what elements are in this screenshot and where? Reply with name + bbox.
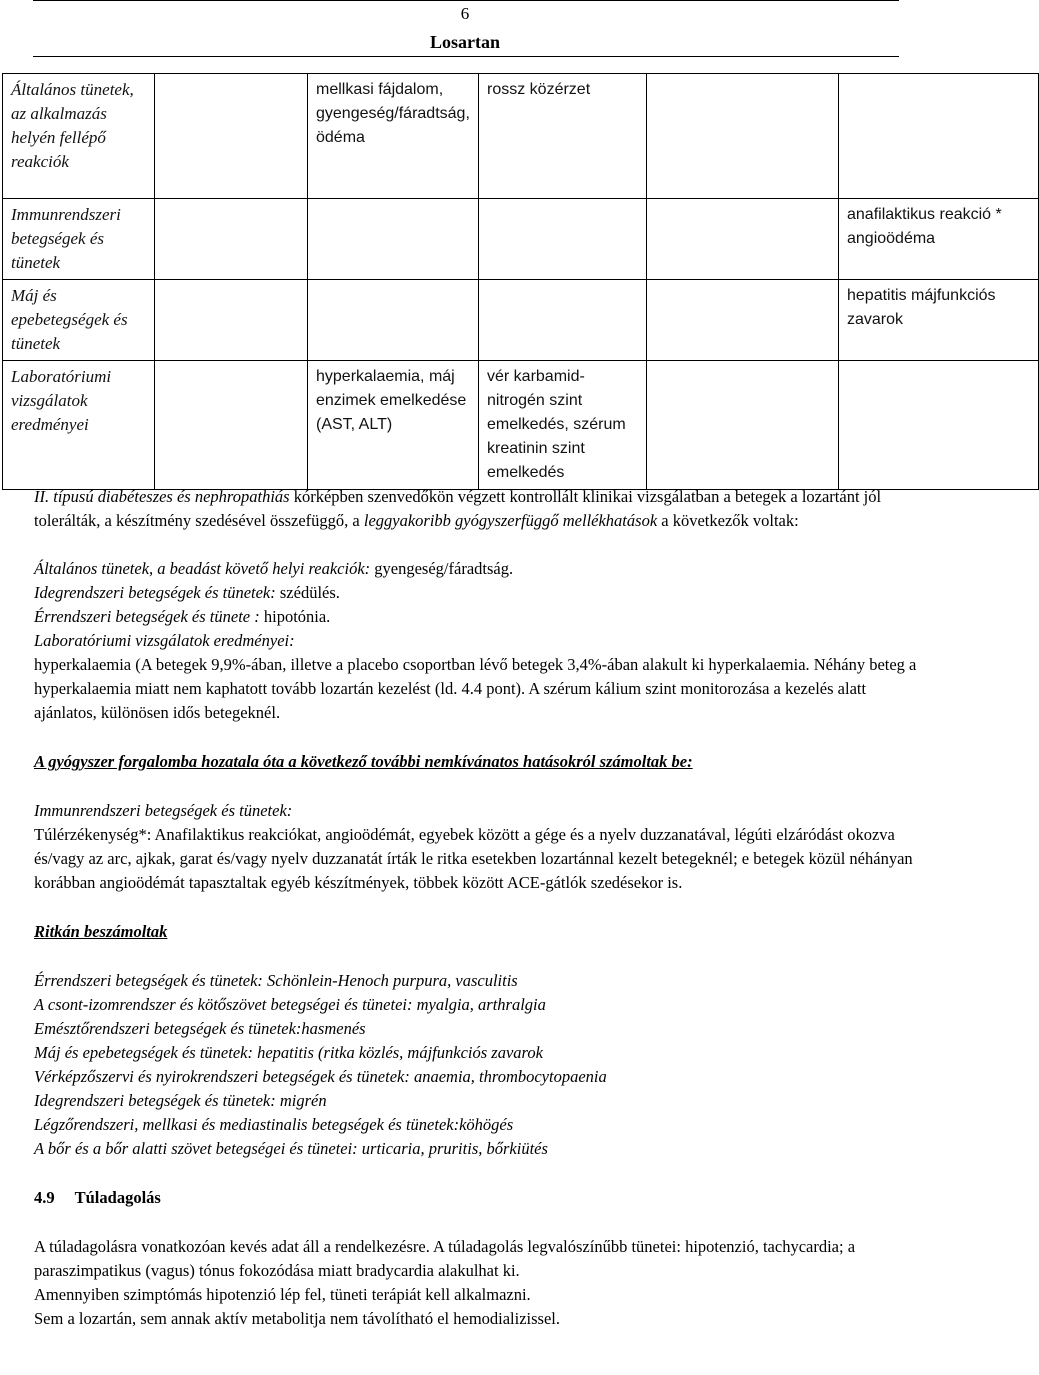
post-marketing-heading: A gyógyszer forgalomba hozatala óta a következő további nemkívánatos hatásokról számoltak be: [34, 752, 693, 771]
intro-text-1: kórképben szenvedőkön végzett kontrollált klinikai vizsgálatban a betegek a lozartánt jól tolerálták, a készítmény szedésével összefüggő, a [34, 487, 882, 530]
table-row [3, 361, 1039, 490]
section-heading-overdose [34, 1186, 929, 1210]
effect-label: Laboratóriumi vizsgálatok eredményei: [34, 631, 295, 650]
table-cell [155, 361, 308, 490]
table-cell [155, 280, 308, 361]
effect-label: Általános tünetek, a beadást követő helyi reakciók: [34, 559, 371, 578]
table-cell: hepatitis májfunkciós zavarok [839, 280, 1039, 361]
effect-label: Érrendszeri betegségek és tünete : [34, 607, 260, 626]
effect-value: gyengeség/fáradtság. [370, 559, 514, 578]
effect-label: Idegrendszeri betegségek és tünetek: [34, 583, 276, 602]
header-top-rule [33, 0, 899, 1]
overdose-paragraph: Sem a lozartán, sem annak aktív metabolitja nem távolítható el hemodializissel. [34, 1309, 561, 1328]
rare-item: Légzőrendszeri, mellkasi és mediastinalis betegségek és tünetek:köhögés [34, 1115, 514, 1134]
effect-line [34, 629, 929, 653]
table-cell: mellkasi fájdalom, gyengeség/fáradtság, ödéma [308, 74, 479, 199]
lab-paragraph: hyperkalaemia (A betegek 9,9%-ában, illetve a placebo csoportban lévő betegek 3,4%-ában alakult ki hyperkalaemia. Néhány beteg a hyperkalaemia miatt nem kaphatott tovább lozartán kezelést (ld. 4.4 pont). A szérum kálium szint monitorozása a kezelés alatt ajánlatos, különösen idős betegeknél. [34, 655, 917, 722]
row-label: Immunrendszeri betegségek és tünetek [3, 199, 155, 280]
row-label: Általános tünetek, az alkalmazás helyén fellépő reakciók [3, 74, 155, 199]
table-row [3, 199, 1039, 280]
table-cell: vér karbamid-nitrogén szint emelkedés, szérum kreatinin szint emelkedés [479, 361, 647, 490]
table-cell [839, 361, 1039, 490]
rare-item: Érrendszeri betegségek és tünetek: Schönlein-Henoch purpura, vasculitis [34, 971, 518, 990]
header-bottom-rule [33, 56, 899, 57]
rare-heading: Ritkán beszámoltak [34, 922, 168, 941]
page-number: 6 [460, 4, 470, 23]
adverse-reactions-table [2, 73, 1039, 490]
rare-item: Emésztőrendszeri betegségek és tünetek:hasmenés [34, 1019, 366, 1038]
immune-paragraph: Túlérzékenység*: Anafilaktikus reakciókat, angioödémát, egyebek között a gége és a nyelv duzzanatával, légúti elzáródást okozva és/vagy az arc, ajkak, garat és/vagy nyelv duzzanatát írták le ritka esetekben lozartánnal kezelt betegeknél; e betegek közül néhányan korábban angioödémát tapasztaltak egyéb készítmények, többek között ACE-gátlók szedésekor is. [34, 825, 913, 892]
table-cell: hyperkalaemia, máj enzimek emelkedése (AST, ALT) [308, 361, 479, 490]
effect-line [34, 605, 929, 629]
table-row [3, 280, 1039, 361]
table-cell: anafilaktikus reakció * angioödéma [839, 199, 1039, 280]
effect-line [34, 581, 929, 605]
document-body [34, 485, 929, 1331]
rare-item: Máj és epebetegségek és tünetek: hepatitis (ritka közlés, májfunkciós zavarok [34, 1043, 543, 1062]
table-cell [308, 280, 479, 361]
rare-item: Vérképzőszervi és nyirokrendszeri betegségek és tünetek: anaemia, thrombocytopaenia [34, 1067, 607, 1086]
table-cell [647, 74, 839, 199]
intro-italic-mid: leggyakoribb gyógyszerfüggő mellékhatások [363, 511, 658, 530]
rare-item: A bőr és a bőr alatti szövet betegségei és tünetei: urticaria, pruritis, bőrkiütés [34, 1139, 548, 1158]
table-cell [155, 199, 308, 280]
section-title: Túladagolás [74, 1188, 161, 1207]
intro-italic-start: II. típusú diabéteszes és nephropathiás [34, 487, 290, 506]
overdose-paragraph: A túladagolásra vonatkozóan kevés adat áll a rendelkezésre. A túladagolás legvalószínűbb tünetei: hipotenzió, tachycardia; a paraszimpatikus (vagus) tónus fokozódása miatt bradycardia alakulhat ki. [34, 1237, 856, 1280]
intro-text-2: a következők voltak: [657, 511, 799, 530]
rare-item: Idegrendszeri betegségek és tünetek: migrén [34, 1091, 327, 1110]
effect-value: szédülés. [275, 583, 340, 602]
table-cell [839, 74, 1039, 199]
table-cell [647, 280, 839, 361]
table-cell [647, 199, 839, 280]
overdose-paragraph: Amennyiben szimptómás hipotenzió lép fel, tüneti terápiát kell alkalmazni. [34, 1285, 531, 1304]
immune-label: Immunrendszeri betegségek és tünetek: [34, 801, 293, 820]
effect-line [34, 557, 929, 581]
table-cell [479, 199, 647, 280]
table-cell [155, 74, 308, 199]
table-cell: rossz közérzet [479, 74, 647, 199]
table-row [3, 74, 1039, 199]
table-cell [479, 280, 647, 361]
effect-value: hipotónia. [259, 607, 331, 626]
table-cell [647, 361, 839, 490]
document-title: Losartan [429, 32, 500, 52]
row-label: Máj és epebetegségek és tünetek [3, 280, 155, 361]
rare-item: A csont-izomrendszer és kötőszövet betegségei és tünetei: myalgia, arthralgia [34, 995, 546, 1014]
section-number: 4.9 [34, 1188, 55, 1207]
table-cell [308, 199, 479, 280]
intro-paragraph [34, 485, 929, 533]
row-label: Laboratóriumi vizsgálatok eredményei [3, 361, 155, 490]
